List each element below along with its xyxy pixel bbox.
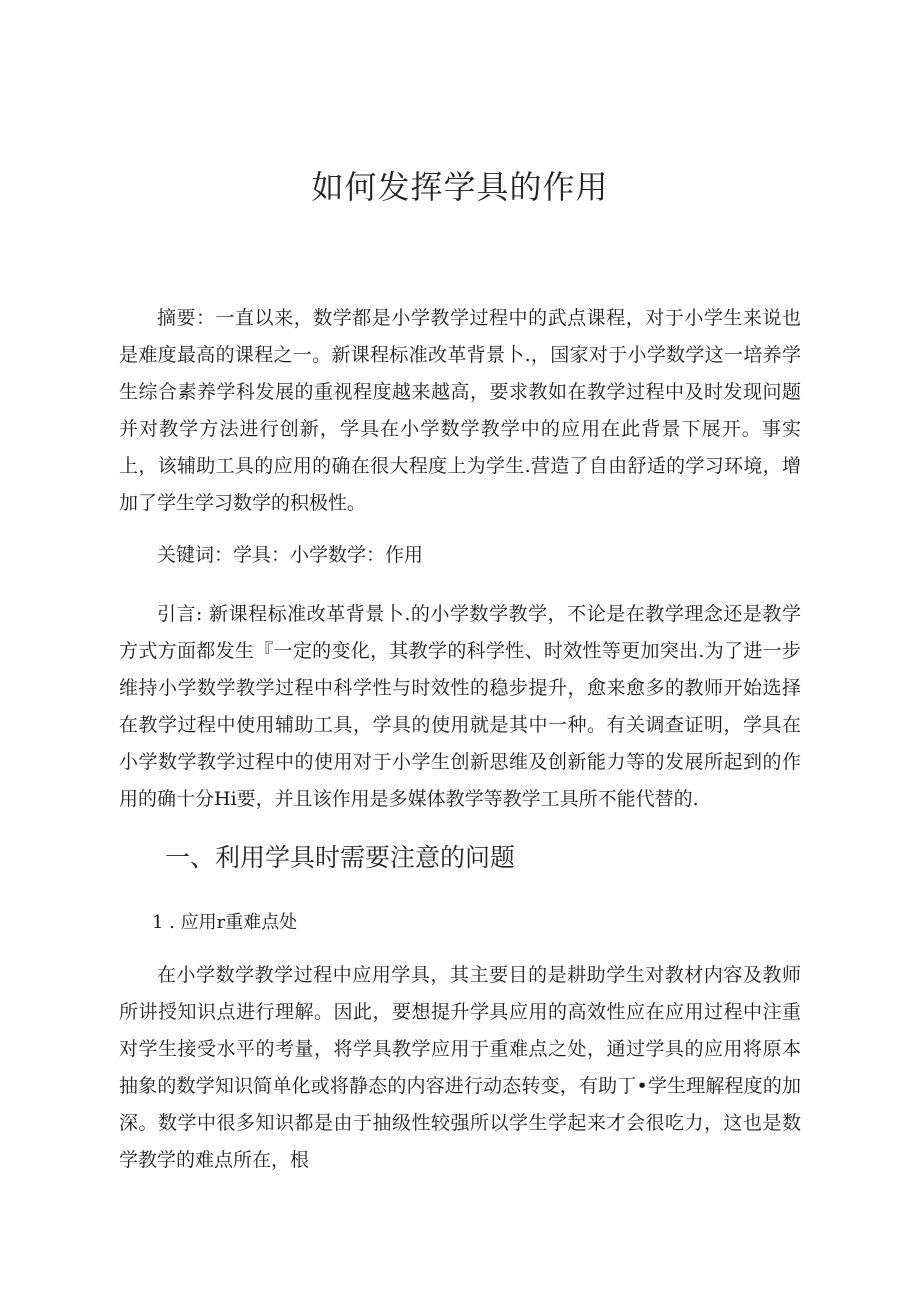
intro-paragraph: 引言: 新课程标准改革背景卜.的小学数学教学，不论是在教学理念还是教学方式方面都发生『一定的变化，其教学的科学性、时效性等更加突出.为了进一步维持小学数学教学过程中科学性与时效性的稳步提升，愈来愈多的教师开始选择在教学过程中使用辅助工具，学具的使用就是其中一种。有关调查证明，学具在小学数学教学过程中的使用对于小学生创新思维及创新能力等的发展所起到的作用的确十分Hi要，并且该作用是多媒体教学等教学工具所不能代替的. xyxy=(119,603,801,810)
abstract-paragraph: 摘要：一直以来，数学都是小学教学过程中的武点课程，对于小学生来说也是难度最高的课程之一。新课程标准改革背景卜.，国家对于小学数学这一培养学生综合素养学科发展的重视程度越来越高，要求教如在教学过程中及时发现问题并对教学方法进行创新，学具在小学数学教学中的应用在此背景下展开。事实上，该辅助工具的应用的确在很大程度上为学生.营造了自由舒适的学习环境，增加了学生学习数学的积极性。 xyxy=(119,307,801,514)
keywords-line: 关键词：学具：小学数学：作用 xyxy=(157,544,424,566)
body-paragraph: 在小学数学教学过程中应用学具，其主要目的是耕助学生对教材内容及教师所讲授知识点进行理解。因此，要想提升学具应用的高效性应在应用过程中注重对学生接受水平的考量，将学具教学应用于重难点之处，通过学具的应用将原本抽象的数学知识简单化或将静态的内容进行动态转变，有助丁•学生理解程度的加深。数学中很多知识都是由于抽级性较强所以学生学起来才会很吃力，这也是数学教学的难点所在，根 xyxy=(119,964,801,1171)
subsection-heading: 1 . 应用r重难点处 xyxy=(152,912,298,933)
section-heading: 一、利用学具时需要注意的问题 xyxy=(165,843,516,872)
document-title: 如何发挥学具的作用 xyxy=(311,168,609,206)
